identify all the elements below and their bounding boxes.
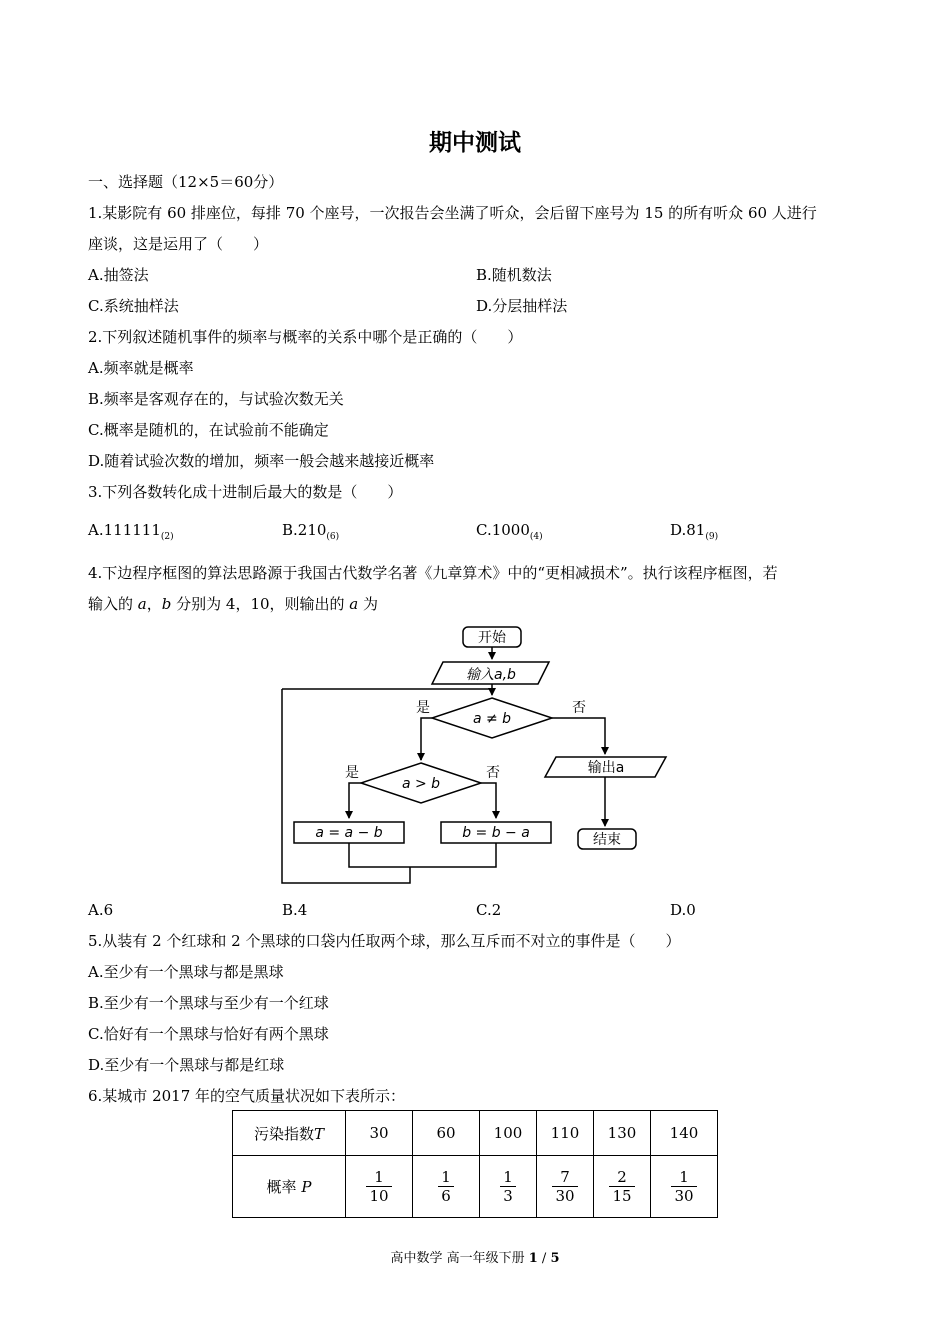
yes2-label: 是 <box>345 765 359 781</box>
table-header-cell: 污染指数T <box>233 1111 346 1156</box>
table-cell: $\frac{1}{6}$ <box>413 1156 480 1218</box>
q2-stem: 2.下列叙述随机事件的频率与概率的关系中哪个是正确的（ ） <box>88 328 523 346</box>
input-label: 输入a,b <box>466 667 516 683</box>
q1-option-b: B.随机数法 <box>476 266 552 284</box>
q1-option-a: A.抽签法 <box>88 266 149 284</box>
q1-option-d: D.分层抽样法 <box>476 297 568 315</box>
q3-stem: 3.下列各数转化成十进制后最大的数是（ ） <box>88 483 403 501</box>
output-label: 输出a <box>587 760 625 776</box>
q3-option-a: $A.111111_{(2)}$ <box>88 521 174 542</box>
table-cell: $\frac{7}{30}$ <box>537 1156 594 1218</box>
section-heading: 一、选择题（12×5＝60分） <box>88 173 284 191</box>
q1-stem-line2: 座谈，这是运用了（ ） <box>88 235 269 253</box>
q3-option-d: $D.81_{(9)}$ <box>670 521 719 542</box>
q4-option-c: C.2 <box>476 901 502 919</box>
q6-stem: 6.某城市 2017 年的空气质量状况如下表所示： <box>88 1087 406 1105</box>
table-row <box>233 1111 718 1156</box>
page-footer: 高中数学 高一年级下册 1 / 5 <box>390 1251 560 1266</box>
q5-option-b: B.至少有一个黑球与至少有一个红球 <box>88 994 329 1012</box>
q4-option-a: A.6 <box>88 901 114 919</box>
table-cell: 140 <box>651 1111 718 1156</box>
q2-option-c: C.概率是随机的，在试验前不能确定 <box>88 421 329 439</box>
q2-option-d: D.随着试验次数的增加，频率一般会越来越接近概率 <box>88 452 435 470</box>
page-title: 期中测试 <box>429 130 521 156</box>
start-label: 开始 <box>478 630 506 646</box>
yes1-label: 是 <box>416 700 430 716</box>
q4-stem-line2: 输入的 a，b 分别为 4，10，则输出的 a 为 <box>88 595 379 613</box>
q5-option-c: C.恰好有一个黑球与恰好有两个黑球 <box>88 1025 329 1043</box>
table-cell: 30 <box>346 1111 413 1156</box>
q1-stem-line1: 1.某影院有 60 排座位，每排 70 个座号，一次报告会坐满了听众，会后留下座号为 15 的所有听众 60 人进行 <box>88 204 817 222</box>
table-header-cell: 概率 P <box>233 1156 346 1218</box>
assign2-label: b = b − a <box>462 825 530 841</box>
assign1-label: a = a − b <box>315 825 383 841</box>
table-row <box>233 1156 718 1218</box>
cond1-label: a ≠ b <box>472 711 512 727</box>
table-cell: 110 <box>537 1111 594 1156</box>
q2-option-b: B.频率是客观存在的，与试验次数无关 <box>88 390 344 408</box>
q4-option-b: B.4 <box>282 901 308 919</box>
no2-label: 否 <box>486 765 500 781</box>
table-cell: $\frac{1}{10}$ <box>346 1156 413 1218</box>
q2-option-a: A.频率就是概率 <box>88 359 194 377</box>
q5-stem: 5.从装有 2 个红球和 2 个黑球的口袋内任取两个球，那么互斥而不对立的事件是（ ） <box>88 932 681 950</box>
table-cell: 100 <box>480 1111 537 1156</box>
q4-option-d: D.0 <box>670 901 696 919</box>
q4-stem-line1: 4.下边程序框图的算法思路源于我国古代数学名著《九章算术》中的“更相减损术”。执行该程序框图，若 <box>88 564 778 582</box>
q5-option-a: A.至少有一个黑球与都是黑球 <box>88 963 284 981</box>
q5-option-d: D.至少有一个黑球与都是红球 <box>88 1056 285 1074</box>
cond2-label: a > b <box>401 776 441 792</box>
q3-option-b: $B.210_{(6)}$ <box>282 521 340 542</box>
end-label: 结束 <box>593 832 621 848</box>
table-cell: $\frac{1}{30}$ <box>651 1156 718 1218</box>
table-cell: $\frac{1}{3}$ <box>480 1156 537 1218</box>
q1-option-c: C.系统抽样法 <box>88 297 179 315</box>
table-cell: 60 <box>413 1111 480 1156</box>
table-cell: 130 <box>594 1111 651 1156</box>
table-cell: $\frac{2}{15}$ <box>594 1156 651 1218</box>
air-quality-table <box>232 1110 718 1218</box>
q3-option-c: $C.1000_{(4)}$ <box>476 521 543 542</box>
no1-label: 否 <box>572 700 586 716</box>
